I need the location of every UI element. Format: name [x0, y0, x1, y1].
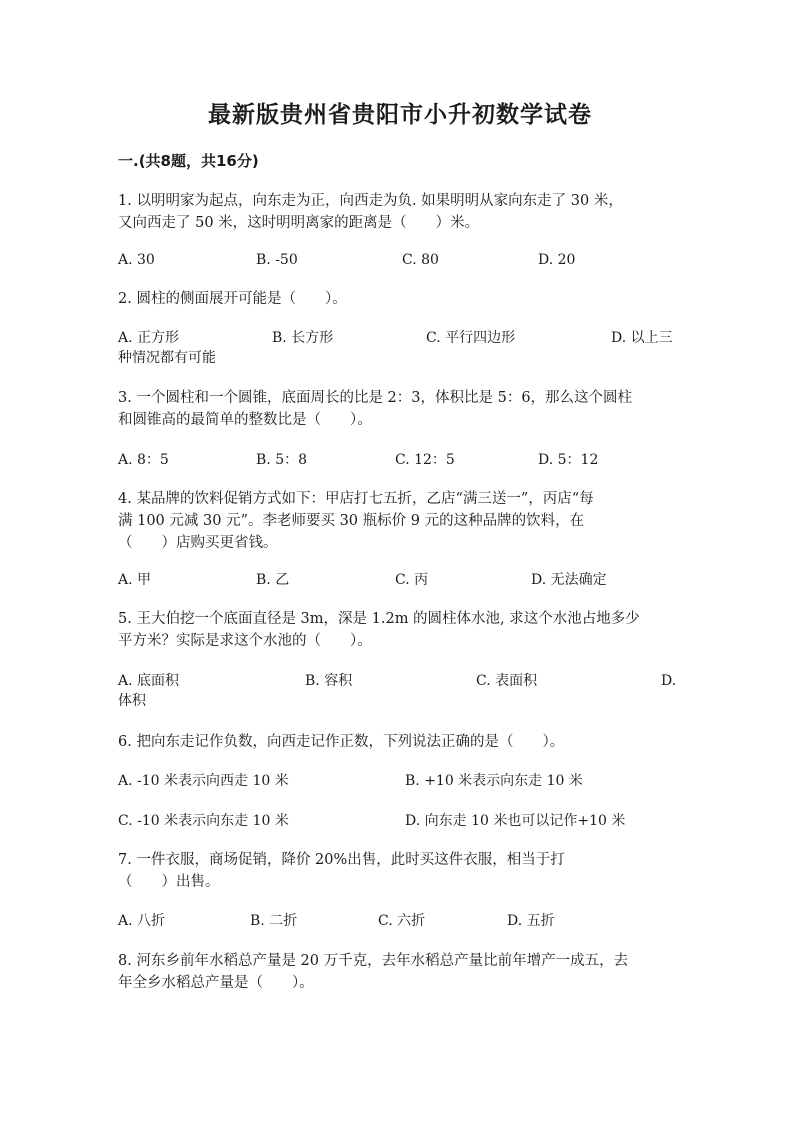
- question-3-text: [118, 387, 686, 431]
- question-line: 满 100 元减 30 元”。李老师要买 30 瓶标价 9 元的这种品牌的饮料，在: [118, 513, 585, 529]
- question-line: 年全乡水稻总产量是（ ）。: [118, 975, 314, 991]
- question-2-option-d-continued: 种情况都有可能: [118, 350, 216, 366]
- question-line: 平方米？实际是求这个水池的（ ）。: [118, 633, 372, 649]
- question-4-option-d[interactable]: D. 无法确定: [531, 572, 607, 588]
- question-line: 又向西走了 50 米，这时明明离家的距离是（ ）米。: [118, 215, 480, 231]
- page-title: 最新版贵州省贵阳市小升初数学试卷: [208, 102, 592, 128]
- question-4-text: [118, 488, 686, 554]
- question-line: 3. 一个圆柱和一个圆锥，底面周长的比是 2：3，体积比是 5：6，那么这个圆柱: [118, 390, 633, 406]
- question-1-option-b[interactable]: B. -50: [256, 252, 298, 268]
- question-2-option-c[interactable]: C. 平行四边形: [426, 330, 516, 346]
- question-3-option-c[interactable]: C. 12：5: [395, 452, 455, 468]
- question-2-option-b[interactable]: B. 长方形: [272, 330, 334, 346]
- question-3-option-b[interactable]: B. 5：8: [256, 452, 308, 468]
- question-5-option-a[interactable]: A. 底面积: [118, 673, 180, 689]
- question-7-option-c[interactable]: C. 六折: [378, 913, 426, 929]
- question-8-text: [118, 950, 686, 994]
- question-1-option-d[interactable]: D. 20: [538, 252, 576, 268]
- question-1-text: [118, 190, 686, 234]
- question-5-option-d-continued: 体积: [118, 693, 146, 709]
- question-line: 1. 以明明家为起点，向东走为正，向西走为负. 如果明明从家向东走了 30 米，: [118, 193, 623, 209]
- question-line: 6. 把向东走记作负数，向西走记作正数，下列说法正确的是（ ）。: [118, 734, 565, 750]
- question-4-option-a[interactable]: A. 甲: [118, 572, 152, 588]
- section-header: 一.(共8题，共16分): [118, 152, 259, 170]
- question-7-option-a[interactable]: A. 八折: [118, 913, 166, 929]
- question-3-option-d[interactable]: D. 5：12: [538, 452, 599, 468]
- question-line: 7. 一件衣服，商场促销，降价 20%出售，此时买这件衣服，相当于打: [118, 852, 565, 868]
- question-line: 2. 圆柱的侧面展开可能是（ ）。: [118, 291, 347, 307]
- question-5-option-c[interactable]: C. 表面积: [476, 673, 538, 689]
- question-2-text: [118, 288, 686, 310]
- question-2-option-d[interactable]: D. 以上三: [611, 330, 673, 346]
- question-1-option-c[interactable]: C. 80: [402, 252, 439, 268]
- question-5-option-b[interactable]: B. 容积: [305, 673, 353, 689]
- question-6-option-b[interactable]: B. +10 米表示向东走 10 米: [405, 773, 583, 789]
- question-line: 5. 王大伯挖一个底面直径是 3m，深是 1.2m 的圆柱体水池, 求这个水池占地多少: [118, 611, 640, 627]
- question-6-option-c[interactable]: C. -10 米表示向东走 10 米: [118, 813, 289, 829]
- question-5-text: [118, 608, 686, 652]
- question-6-text: [118, 731, 686, 753]
- question-4-option-c[interactable]: C. 丙: [395, 572, 429, 588]
- question-line: 4. 某品牌的饮料促销方式如下：甲店打七五折，乙店“满三送一”，丙店“每: [118, 491, 594, 507]
- question-line: 8. 河东乡前年水稻总产量是 20 万千克，去年水稻总产量比前年增产一成五，去: [118, 953, 629, 969]
- question-3-option-a[interactable]: A. 8：5: [118, 452, 169, 468]
- question-6-option-d[interactable]: D. 向东走 10 米也可以记作+10 米: [405, 813, 626, 829]
- question-line: 和圆锥高的最简单的整数比是（ ）。: [118, 412, 372, 428]
- question-line: （ ）店购买更省钱。: [118, 535, 278, 551]
- question-line: （ ）出售。: [118, 874, 220, 890]
- question-7-option-b[interactable]: B. 二折: [250, 913, 298, 929]
- question-2-option-a[interactable]: A. 正方形: [118, 330, 180, 346]
- question-4-option-b[interactable]: B. 乙: [256, 572, 290, 588]
- question-6-option-a[interactable]: A. -10 米表示向西走 10 米: [118, 773, 289, 789]
- question-7-option-d[interactable]: D. 五折: [507, 913, 555, 929]
- question-7-text: [118, 849, 686, 893]
- question-5-option-d[interactable]: D.: [661, 673, 677, 689]
- question-1-option-a[interactable]: A. 30: [118, 252, 155, 268]
